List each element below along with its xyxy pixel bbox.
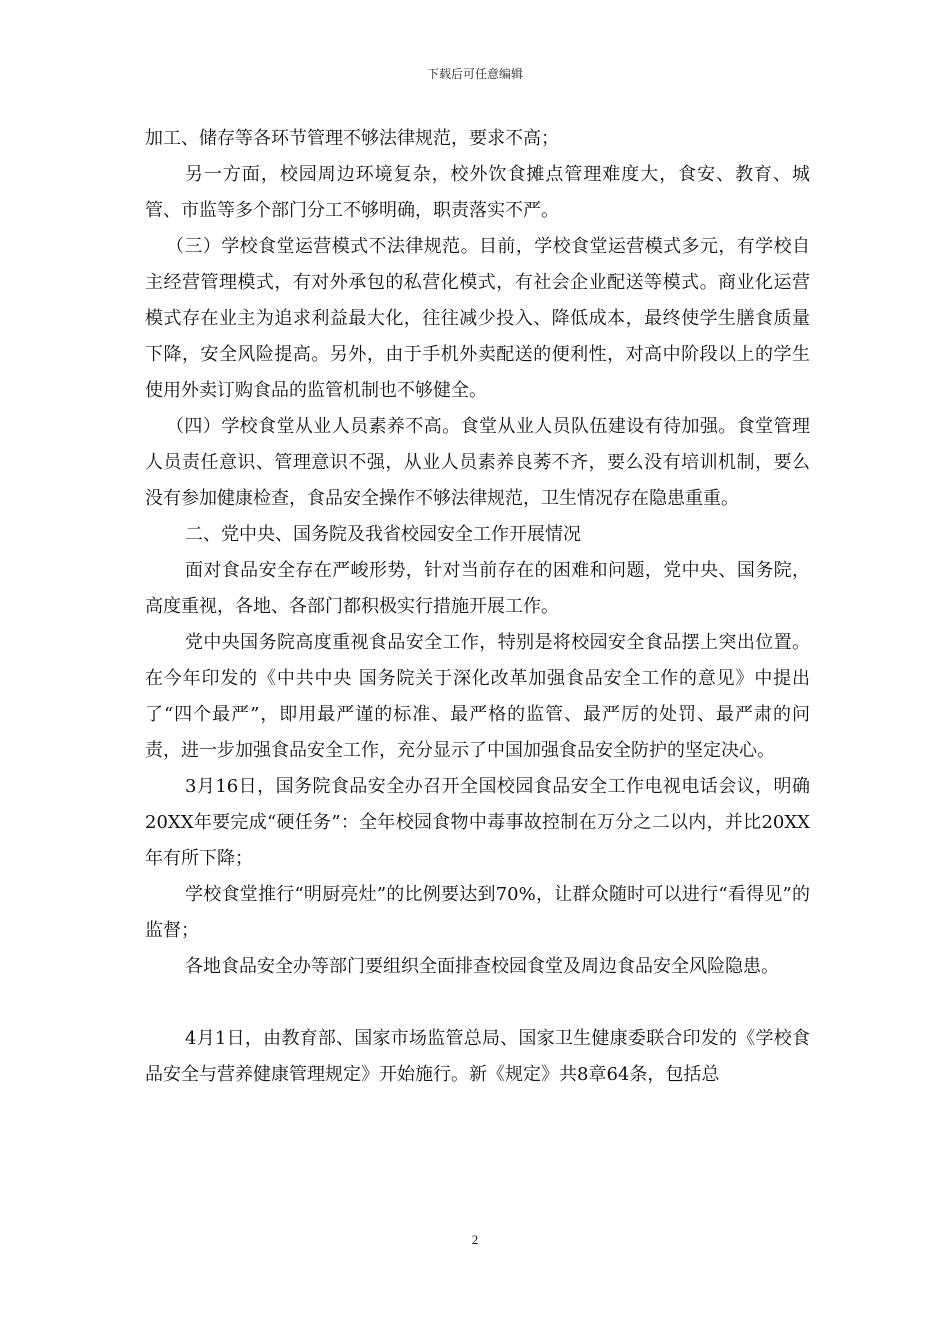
paragraph: 党中央国务院高度重视食品安全工作，特别是将校园安全食品摆上突出位置。在今年印发的《中共中央 国务院关于深化改革加强食品安全工作的意见》中提出了“四个最严”，即用最严谨的标准、最严格的监管、最严厉的处罚、最严肃的问责，进一步加强食品安全工作，充分显示了中国加强食品安全防护的坚定决心。 bbox=[145, 632, 810, 761]
paragraph: 学校食堂推行“明厨亮灶”的比例要达到70%，让群众随时可以进行“看得见”的监督； bbox=[145, 884, 810, 941]
paragraph: 面对食品安全存在严峻形势，针对当前存在的困难和问题，党中央、国务院，高度重视，各地、各部门都积极实行措施开展工作。 bbox=[145, 560, 810, 617]
paragraph: 各地食品安全办等部门要组织全面排查校园食堂及周边食品安全风险隐患。 bbox=[185, 956, 779, 977]
document-body bbox=[145, 121, 810, 1093]
section-heading: 二、党中央、国务院及我省校园安全工作开展情况 bbox=[185, 524, 581, 545]
paragraph: 4月1日，由教育部、国家市场监管总局、国家卫生健康委联合印发的《学校食品安全与营养健康管理规定》开始施行。新《规定》共8章64条，包括总 bbox=[145, 1028, 810, 1085]
page-header: 下载后可任意编辑 bbox=[426, 67, 523, 81]
paragraph: 3月16日，国务院食品安全办召开全国校园食品安全工作电视电话会议，明确20XX年要完成“硬任务”：全年校园食物中毒事故控制在万分之二以内，并比20XX年有所下降； bbox=[145, 776, 810, 869]
paragraph: （四）学校食堂从业人员素养不高。食堂从业人员队伍建设有待加强。食堂管理人员责任意识、管理意识不强，从业人员素养良莠不齐，要么没有培训机制，要么没有参加健康检查，食品安全操作不够法律规范，卫生情况存在隐患重重。 bbox=[145, 416, 810, 509]
paragraph: （三）学校食堂运营模式不法律规范。目前，学校食堂运营模式多元，有学校自主经营管理模式，有对外承包的私营化模式，有社会企业配送等模式。商业化运营模式存在业主为追求利益最大化，往往减少投入、降低成本，最终使学生膳食质量下降，安全风险提高。另外，由于手机外卖配送的便利性，对高中阶段以上的学生使用外卖订购食品的监管机制也不够健全。 bbox=[145, 236, 810, 401]
paragraph: 加工、储存等各环节管理不够法律规范，要求不高； bbox=[145, 128, 559, 149]
paragraph: 另一方面，校园周边环境复杂，校外饮食摊点管理难度大，食安、教育、城管、市监等多个部门分工不够明确，职责落实不严。 bbox=[145, 164, 810, 221]
blank-line bbox=[145, 985, 810, 1021]
page-number: 2 bbox=[471, 1232, 479, 1247]
